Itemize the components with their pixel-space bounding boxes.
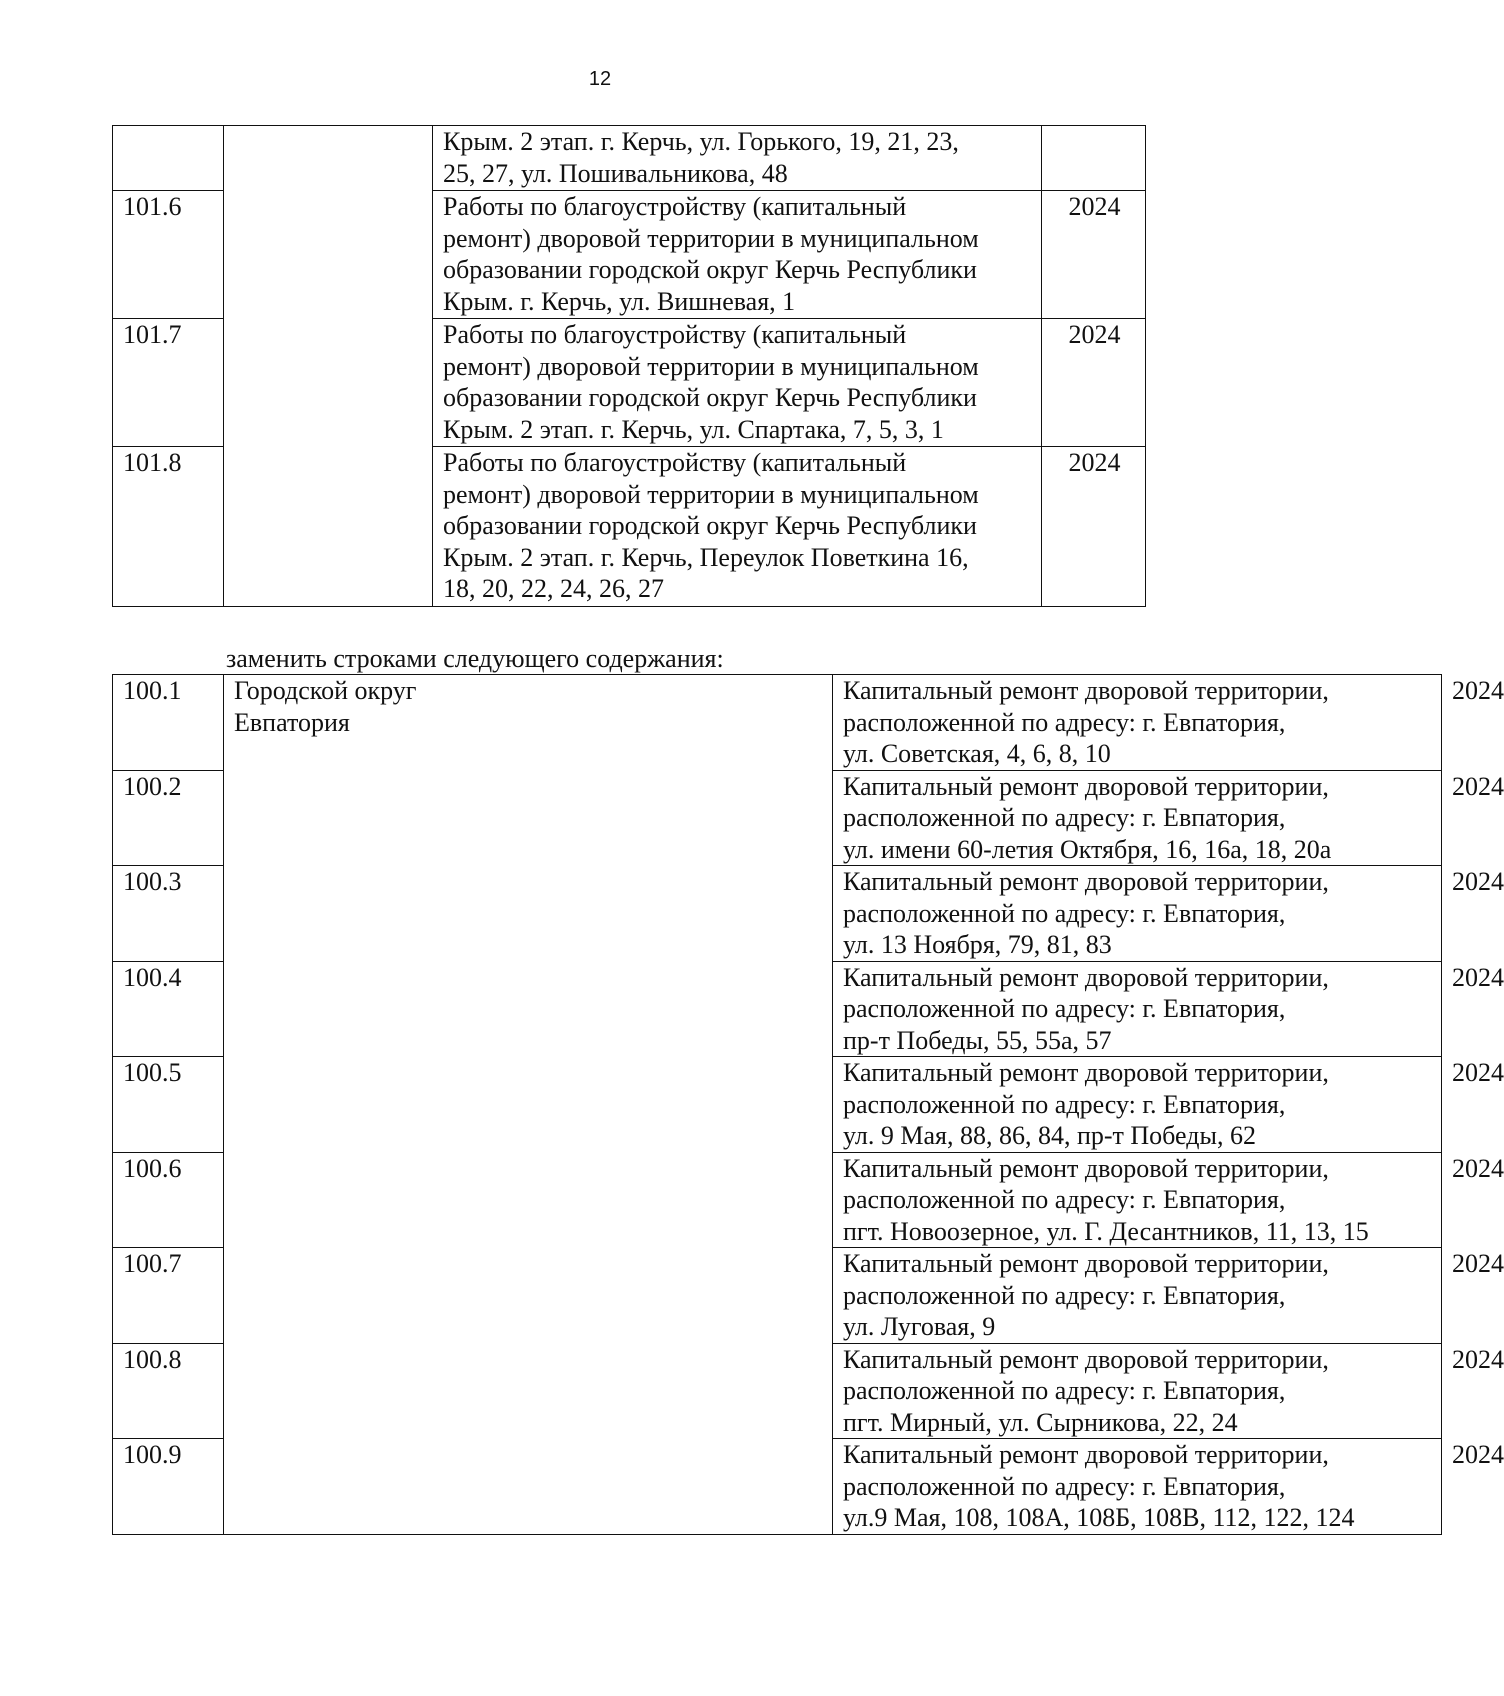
row-number: 100.4 <box>113 961 224 1057</box>
row-description: Крым. 2 этап. г. Керчь, ул. Горького, 19, 21, 23, 25, 27, ул. Пошивальникова, 48 <box>433 126 1042 191</box>
row-description: Работы по благоустройству (капитальный ремонт) дворовой территории в муниципальном образовании городской округ Керчь Республики Крым. 2 этап. г. Керчь, ул. Спартака, 7, 5, 3, 1 <box>433 319 1042 447</box>
row-description: Капитальный ремонт дворовой территории, расположенной по адресу: г. Евпатория, пр-т Победы, 55, 55а, 57 <box>833 961 1442 1057</box>
row-year: 2024 <box>1042 319 1146 447</box>
previous-rows-table <box>112 125 1146 607</box>
row-description: Капитальный ремонт дворовой территории, расположенной по адресу: г. Евпатория, ул. 13 Ноября, 79, 81, 83 <box>833 866 1442 962</box>
row-number: 101.6 <box>113 191 224 319</box>
row-number: 100.9 <box>113 1439 224 1535</box>
table-row <box>113 126 1146 191</box>
replacement-intro-text: заменить строками следующего содержания: <box>226 644 724 673</box>
row-description: Капитальный ремонт дворовой территории, расположенной по адресу: г. Евпатория, пгт. Новоозерное, ул. Г. Десантников, 11, 13, 15 <box>833 1152 1442 1248</box>
row-description: Капитальный ремонт дворовой территории, расположенной по адресу: г. Евпатория, ул. Луговая, 9 <box>833 1248 1442 1344</box>
row-number: 100.1 <box>113 675 224 771</box>
row-description: Капитальный ремонт дворовой территории, расположенной по адресу: г. Евпатория, пгт. Мирный, ул. Сырникова, 22, 24 <box>833 1343 1442 1439</box>
row-number <box>113 126 224 191</box>
row-number: 101.7 <box>113 319 224 447</box>
row-number: 100.6 <box>113 1152 224 1248</box>
municipality-cell <box>224 126 433 607</box>
row-year: 2024 <box>1042 191 1146 319</box>
row-number: 100.8 <box>113 1343 224 1439</box>
table-row: 100.9 Капитальный ремонт дворовой территории, расположенной по адресу: г. Евпатория, ул.9 Мая, 108, 108А, 108Б, 108В, 112, 122, 124 2024 <box>113 1439 1442 1535</box>
row-number: 100.3 <box>113 866 224 962</box>
row-number: 100.7 <box>113 1248 224 1344</box>
row-number: 100.2 <box>113 770 224 866</box>
table-row: 100.1 Городской округ Евпатория Капитальный ремонт дворовой территории, расположенной по адресу: г. Евпатория, ул. Советская, 4, 6, 8, 10 2024 <box>113 675 1442 771</box>
table-row: 100.5 Капитальный ремонт дворовой территории, расположенной по адресу: г. Евпатория, ул. 9 Мая, 88, 86, 84, пр-т Победы, 62 2024 <box>113 1057 1442 1153</box>
table-row: 100.7 Капитальный ремонт дворовой территории, расположенной по адресу: г. Евпатория, ул. Луговая, 9 2024 <box>113 1248 1442 1344</box>
table-row: 100.3 Капитальный ремонт дворовой территории, расположенной по адресу: г. Евпатория, ул. 13 Ноября, 79, 81, 83 2024 <box>113 866 1442 962</box>
row-number: 101.8 <box>113 447 224 607</box>
replacement-rows-table <box>112 674 1504 1535</box>
row-number: 100.5 <box>113 1057 224 1153</box>
table-row: 100.2 Капитальный ремонт дворовой территории, расположенной по адресу: г. Евпатория, ул. имени 60-летия Октября, 16, 16а, 18, 20а 2024 <box>113 770 1442 866</box>
table-row: 100.6 Капитальный ремонт дворовой территории, расположенной по адресу: г. Евпатория, пгт. Новоозерное, ул. Г. Десантников, 11, 13, 15 2024 <box>113 1152 1442 1248</box>
row-description: Капитальный ремонт дворовой территории, расположенной по адресу: г. Евпатория, ул.9 Мая, 108, 108А, 108Б, 108В, 112, 122, 124 <box>833 1439 1442 1535</box>
table-row: 100.4 Капитальный ремонт дворовой территории, расположенной по адресу: г. Евпатория, пр-т Победы, 55, 55а, 57 2024 <box>113 961 1442 1057</box>
row-year <box>1042 126 1146 191</box>
row-year: 2024 <box>1042 447 1146 607</box>
municipality-cell: Городской округ Евпатория <box>224 675 833 1535</box>
page-number: 12 <box>588 68 612 90</box>
row-description: Капитальный ремонт дворовой территории, расположенной по адресу: г. Евпатория, ул. 9 Мая, 88, 86, 84, пр-т Победы, 62 <box>833 1057 1442 1153</box>
table-row: 100.8 Капитальный ремонт дворовой территории, расположенной по адресу: г. Евпатория, пгт. Мирный, ул. Сырникова, 22, 24 2024 <box>113 1343 1442 1439</box>
row-description: Работы по благоустройству (капитальный ремонт) дворовой территории в муниципальном образовании городской округ Керчь Республики Крым. 2 этап. г. Керчь, Переулок Поветкина 16, 18, 20, 22, 24, 26, 27 <box>433 447 1042 607</box>
row-description: Работы по благоустройству (капитальный ремонт) дворовой территории в муниципальном образовании городской округ Керчь Республики Крым. г. Керчь, ул. Вишневая, 1 <box>433 191 1042 319</box>
row-description: Капитальный ремонт дворовой территории, расположенной по адресу: г. Евпатория, ул. имени 60-летия Октября, 16, 16а, 18, 20а <box>833 770 1442 866</box>
row-description: Капитальный ремонт дворовой территории, расположенной по адресу: г. Евпатория, ул. Советская, 4, 6, 8, 10 <box>833 675 1442 771</box>
